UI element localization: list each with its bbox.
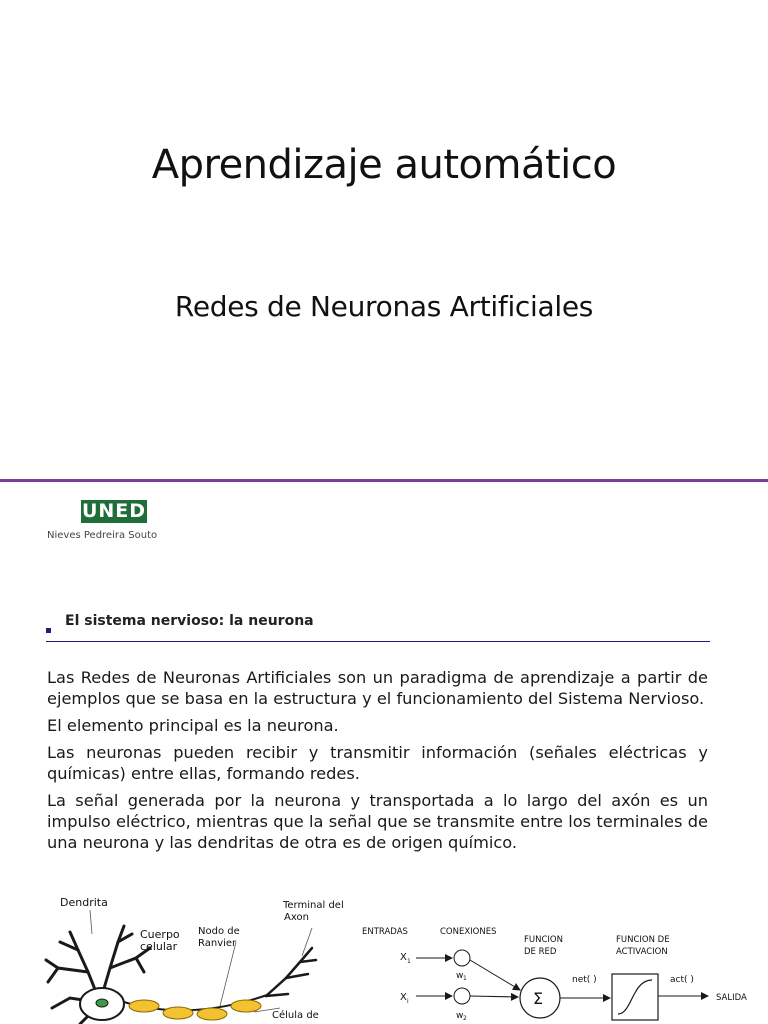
- uned-logo: UNED: [81, 500, 147, 522]
- neuron-diagram: [40, 890, 350, 1024]
- label-x1-sub: 1: [407, 958, 411, 965]
- label-entradas: ENTRADAS: [362, 927, 408, 937]
- nucleus: [96, 999, 108, 1007]
- label-salida: SALIDA: [716, 993, 747, 1003]
- section-bullet-icon: [46, 628, 51, 633]
- label-w2-sub: 2: [463, 1015, 467, 1022]
- weight-node-1: [454, 950, 470, 966]
- label-funcion-red-1: FUNCION: [524, 935, 563, 945]
- label-w1-sub: 1: [463, 975, 467, 982]
- slide-subtitle: Redes de Neuronas Artificiales: [174, 290, 594, 323]
- axon-terminal-icon: [266, 948, 316, 996]
- label-axon: Axon: [284, 912, 309, 923]
- label-w1: w: [456, 971, 464, 981]
- paragraph: Las Redes de Neuronas Artificiales son un paradigma de aprendizaje a partir de ejemplos que se basa en la estructura y el funcionamiento del Sistema Nervioso.: [47, 668, 708, 708]
- label-cuerpo: Cuerpo: [140, 928, 180, 941]
- artificial-neuron-diagram: [360, 918, 760, 1024]
- label-funcion-act-1: FUNCION DE: [616, 935, 670, 945]
- label-xi: X: [400, 992, 407, 1003]
- slide-title: Aprendizaje automático: [151, 142, 617, 188]
- paragraph: Las neuronas pueden recibir y transmitir información (señales eléctricas y químicas) entre ellas, formando redes.: [47, 743, 708, 783]
- section-heading: El sistema nervioso: la neurona: [65, 613, 314, 629]
- label-nodo: Nodo de: [198, 926, 240, 937]
- paragraph: La señal generada por la neurona y transportada a lo largo del axón es un impulso eléctrico, mientras que la señal que se transmite entre los terminales de una neurona y las dendritas de otra es de origen químico.: [47, 791, 708, 852]
- body-text: [47, 667, 708, 859]
- label-terminal: Terminal del: [283, 900, 344, 911]
- label-conexiones: CONEXIONES: [440, 927, 497, 937]
- label-xi-sub: i: [407, 998, 409, 1005]
- label-funcion-red-2: DE RED: [524, 947, 557, 957]
- label-x1: X: [400, 952, 407, 963]
- label-act: act( ): [670, 975, 694, 985]
- label-celular: celular: [140, 940, 178, 953]
- weight-node-2: [454, 988, 470, 1004]
- label-w2: w: [456, 1011, 464, 1021]
- page-divider: [0, 479, 768, 482]
- paragraph: El elemento principal es la neurona.: [47, 716, 339, 735]
- label-funcion-act-2: ACTIVACION: [616, 947, 668, 957]
- sigma-icon: Σ: [533, 989, 544, 1008]
- activation-box: [612, 974, 658, 1020]
- label-ranvier: Ranvier: [198, 938, 237, 949]
- author-name: Nieves Pedreira Souto: [47, 530, 158, 541]
- section-rule: [46, 641, 710, 642]
- label-celula: Célula de: [272, 1010, 319, 1021]
- label-dendrita: Dendrita: [60, 896, 108, 909]
- label-net: net( ): [572, 975, 597, 985]
